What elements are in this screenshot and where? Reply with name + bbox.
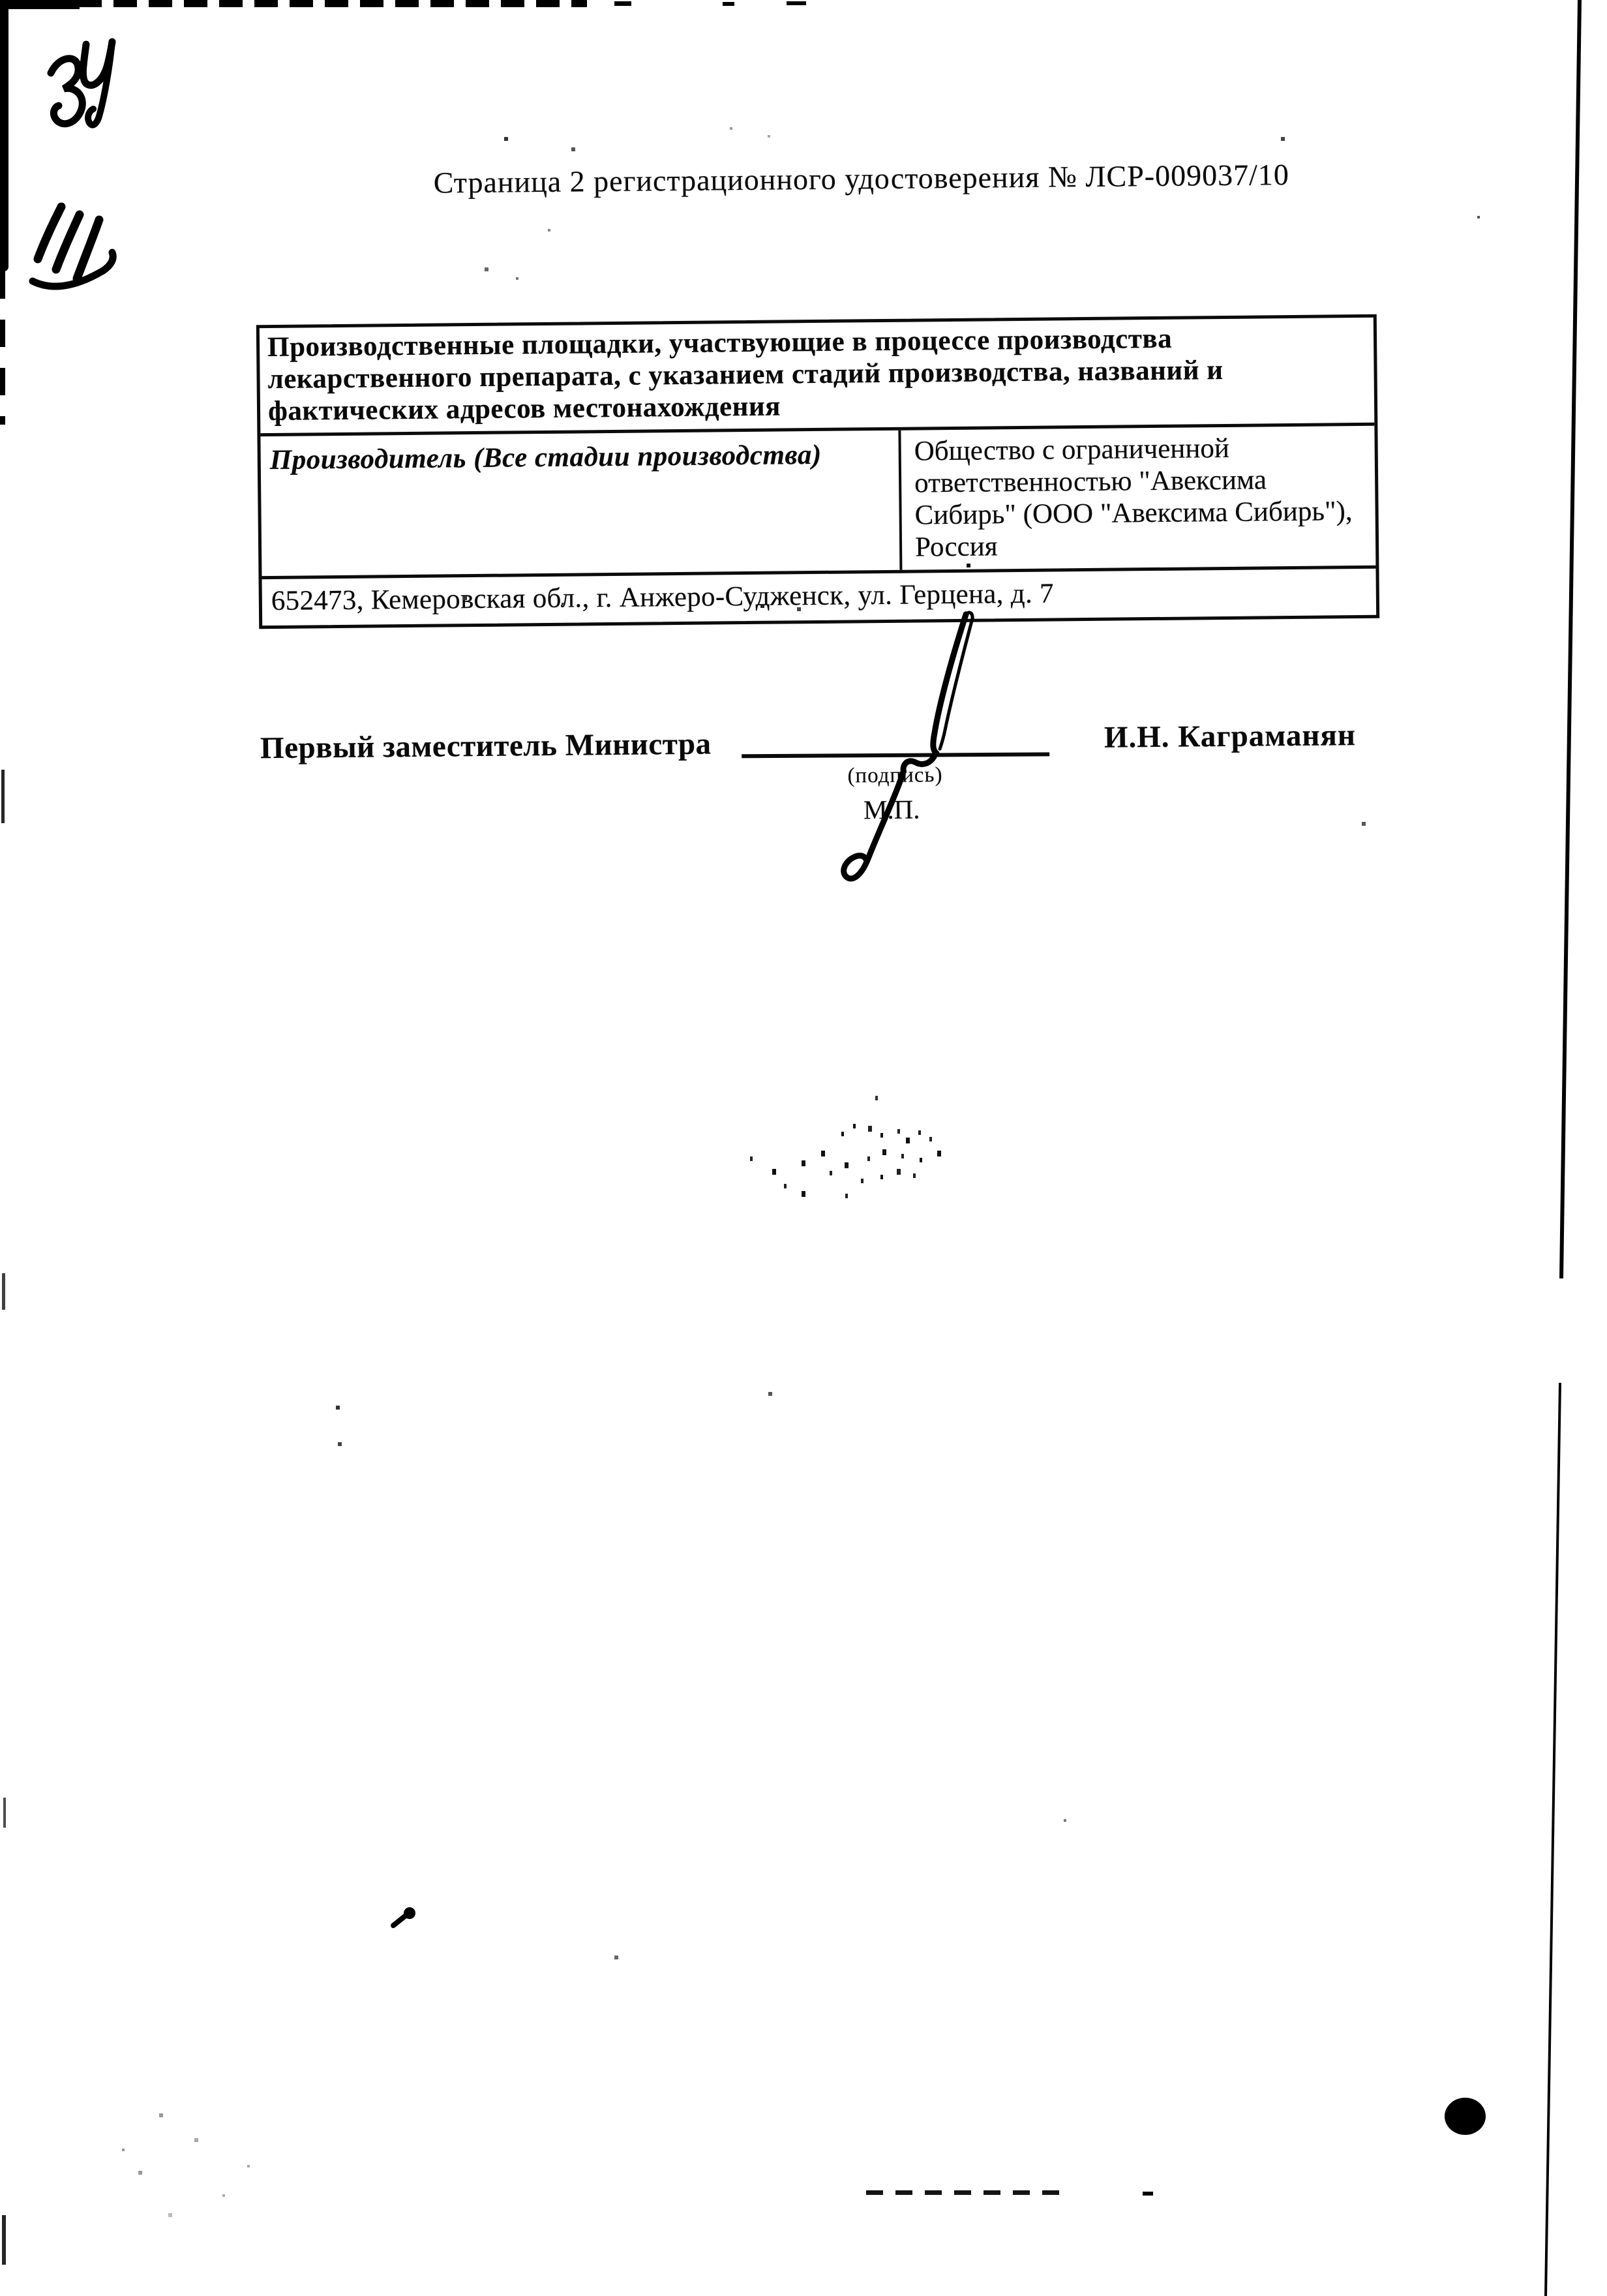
noise-speckle-cluster xyxy=(841,1132,844,1136)
production-sites-table xyxy=(256,314,1379,629)
top-edge-dash xyxy=(614,1,631,6)
left-edge-artifact xyxy=(0,4,8,271)
left-edge-dash xyxy=(1,770,5,823)
handwritten-mark-icon xyxy=(26,13,143,150)
bottom-dashed-artifact xyxy=(866,2190,1070,2195)
producer-label-cell: Производитель (Все стадии производства) xyxy=(260,430,902,576)
page-title: Страница 2 регистрационного удостоверения № ЛСР-009037/10 xyxy=(433,158,1290,200)
bottom-dash-artifact xyxy=(1143,2192,1153,2196)
pen-stroke-mark-icon xyxy=(388,1903,427,1936)
left-edge-dash xyxy=(2,1273,5,1310)
signatory-name: И.Н. Каграманян xyxy=(1104,718,1357,755)
noise-speckles xyxy=(0,0,1,1)
producer-value-cell: Общество с ограниченной ответственностью "Авексима Сибирь" (ООО "Авексима Сибирь"), Россия xyxy=(914,432,1353,563)
address-cell: 652473, Кемеровская обл., г. Анжеро-Судженск, ул. Герцена, д. 7 xyxy=(271,578,1055,617)
table-title: Производственные площадки, участвующие в процессе производства лекарственного препарата, с указанием стадий производства, названий и фактических адресов местонахождения xyxy=(260,318,1375,436)
signatory-title: Первый заместитель Министра xyxy=(260,727,712,766)
signature-caption: (подпись) xyxy=(847,763,943,788)
left-edge-dash xyxy=(3,1798,6,1828)
top-edge-dash xyxy=(787,1,806,5)
top-edge-dash xyxy=(723,2,734,6)
left-edge-artifact xyxy=(0,271,5,425)
handwritten-mark-icon xyxy=(20,186,130,303)
top-edge-artifact-dashes xyxy=(78,0,587,7)
top-edge-artifact-solid xyxy=(0,0,80,9)
stamp-placeholder: М.П. xyxy=(863,794,920,825)
black-dot-mark xyxy=(1445,2098,1486,2135)
left-edge-dash xyxy=(2,2215,6,2265)
signature-scribble-icon xyxy=(811,605,996,894)
table-row-producer xyxy=(260,426,1375,579)
